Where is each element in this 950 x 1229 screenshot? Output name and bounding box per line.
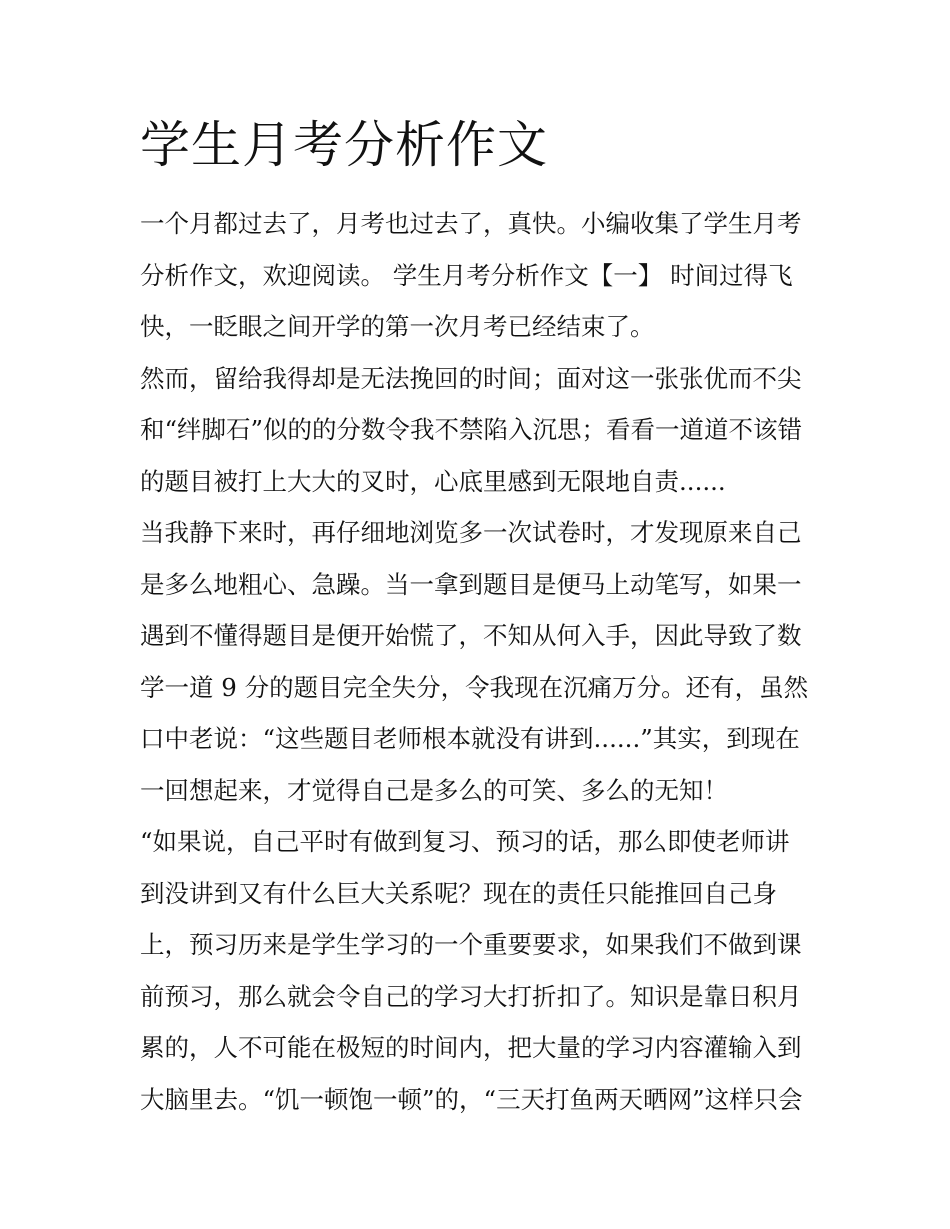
text-line: 是多么地粗心、急躁。当一拿到题目是便马上动笔写，如果一	[140, 569, 802, 599]
text-line: 口中老说：“这些题目老师根本就没有讲到......”其实，到现在	[140, 724, 800, 753]
text-line: 前预习，那么就会令自己的学习大打折扣了。知识是靠日积月	[140, 981, 802, 1011]
text-line: 分析作文，欢迎阅读。 学生月考分析作文【一】 时间过得飞	[140, 260, 793, 290]
text-line: 累的，人不可能在极短的时间内，把大量的学习内容灌输入到	[140, 1033, 802, 1062]
text-line: 一回想起来，才觉得自己是多么的可笑、多么的无知！	[140, 775, 728, 805]
text-line: 遇到不懂得题目是便开始慌了，不知从何入手，因此导致了数	[140, 621, 802, 650]
document-title: 学生月考分析作文	[140, 116, 548, 174]
text-line: 一个月都过去了，月考也过去了，真快。小编收集了学生月考	[140, 209, 802, 238]
text-line: 的题目被打上大大的叉时，心底里感到无限地自责......	[140, 466, 726, 496]
text-line: 和“绊脚石”似的的分数令我不禁陷入沉思；看看一道道不该错	[140, 415, 803, 444]
text-line: 学一道 9 分的题目完全失分，令我现在沉痛万分。还有，虽然	[140, 672, 809, 702]
text-line: 到没讲到又有什么巨大关系呢？现在的责任只能推回自己身	[140, 878, 777, 908]
text-line: “如果说，自己平时有做到复习、预习的话，那么即使老师讲	[140, 827, 790, 856]
text-line: 快，一眨眼之间开学的第一次月考已经结束了。	[140, 312, 655, 341]
text-line: 上，预习历来是学生学习的一个重要要求，如果我们不做到课	[140, 930, 802, 959]
text-line: 大脑里去。“饥一顿饱一顿”的，“三天打鱼两天晒网”这样只会	[140, 1084, 803, 1114]
document-body	[140, 198, 820, 1125]
text-line: 当我静下来时，再仔细地浏览多一次试卷时，才发现原来自己	[140, 518, 802, 547]
text-line: 然而，留给我得却是无法挽回的时间；面对这一张张优而不尖	[140, 363, 802, 393]
